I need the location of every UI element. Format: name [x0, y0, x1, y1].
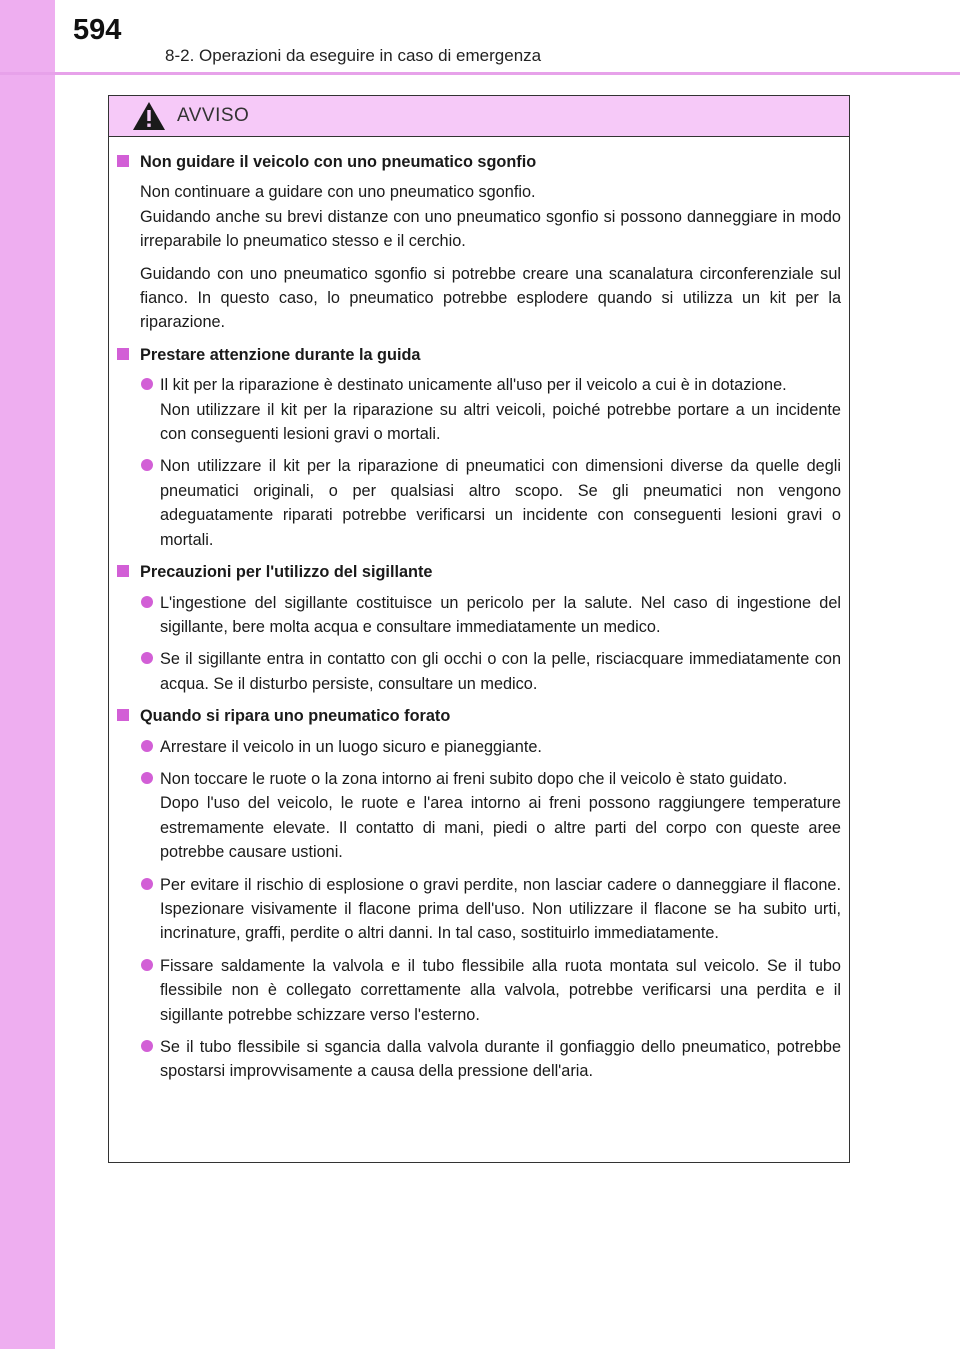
bullet-item [115, 735, 841, 759]
page-number: 594 [73, 14, 122, 46]
paragraph-text: Guidando anche su brevi distanze con uno pneumatico sgonfio si possono danneggiare in modo irreparabile lo pneumatico stesso e il cerchio. [140, 207, 841, 251]
circle-bullet-icon [141, 1040, 153, 1052]
square-bullet-icon [117, 155, 129, 167]
paragraph-text: Guidando con uno pneumatico sgonfio si potrebbe creare una scanalatura circonferenziale sul fianco. In questo caso, lo pneumatico potrebbe esplodere quando si utilizza un kit per la riparazione. [140, 264, 841, 332]
bullet-item [115, 1035, 841, 1084]
paragraph-text: Non continuare a guidare con uno pneumatico sgonfio. [140, 183, 536, 202]
bullet-item [115, 454, 841, 552]
circle-bullet-icon [141, 878, 153, 890]
paragraph [115, 180, 841, 253]
warning-section [115, 343, 841, 552]
square-bullet-icon [117, 565, 129, 577]
section-heading [115, 150, 841, 174]
section-heading-text: Prestare attenzione durante la guida [140, 345, 421, 364]
bullet-item [115, 954, 841, 1027]
warning-title: AVVISO [177, 105, 250, 126]
bullet-text: Non toccare le ruote o la zona intorno ai freni subito dopo che il veicolo è stato guidato. [160, 769, 788, 788]
warning-triangle-icon [131, 100, 167, 132]
circle-bullet-icon [141, 772, 153, 784]
bullet-item [115, 647, 841, 696]
warning-section [115, 560, 841, 696]
bullet-item [115, 591, 841, 640]
section-heading [115, 704, 841, 728]
bullet-text: L'ingestione del sigillante costituisce un pericolo per la salute. Nel caso di ingestione del sigillante, bere molta acqua e consultare immediatamente un medico. [160, 593, 841, 636]
section-heading [115, 560, 841, 584]
section-heading-text: Quando si ripara uno pneumatico forato [140, 707, 451, 726]
bullet-item [115, 373, 841, 446]
warning-section [115, 704, 841, 1084]
page-sidebar [0, 0, 55, 1349]
circle-bullet-icon [141, 596, 153, 608]
bullet-text: Se il tubo flessibile si sgancia dalla valvola durante il gonfiaggio dello pneumatico, potrebbe spostarsi improvvisamente a causa della pressione dell'aria. [160, 1038, 841, 1081]
bullet-text: Se il sigillante entra in contatto con gli occhi o con la pelle, risciacquare immediatamente con acqua. Se il disturbo persiste, consultare un medico. [160, 650, 841, 693]
warning-section [115, 150, 841, 335]
circle-bullet-icon [141, 652, 153, 664]
bullet-text: Arrestare il veicolo in un luogo sicuro e pianeggiante. [160, 737, 542, 756]
bullet-item [115, 873, 841, 946]
paragraph [115, 262, 841, 335]
square-bullet-icon [117, 348, 129, 360]
circle-bullet-icon [141, 959, 153, 971]
page-header [0, 0, 960, 80]
bullet-text: Dopo l'uso del veicolo, le ruote e l'area intorno ai freni possono raggiungere temperature estremamente elevate. Il contatto di mani, piedi o altre parti del corpo con queste aree potrebbe causare ustioni. [160, 794, 841, 862]
section-title: 8-2. Operazioni da eseguire in caso di emergenza [165, 46, 542, 65]
warning-body [109, 136, 849, 1162]
circle-bullet-icon [141, 378, 153, 390]
bullet-text: Il kit per la riparazione è destinato unicamente all'uso per il veicolo a cui è in dotazione. [160, 376, 787, 395]
bullet-item [115, 767, 841, 865]
bullet-text: Non utilizzare il kit per la riparazione di pneumatici con dimensioni diverse da quelle degli pneumatici originali, o per qualsiasi altro scopo. Se gli pneumatici non vengono adeguatamente riparati potrebbe verificarsi un incidente con conseguenti lesioni gravi o mortali. [160, 457, 841, 549]
circle-bullet-icon [141, 740, 153, 752]
warning-box [108, 95, 850, 1163]
section-heading [115, 343, 841, 367]
bullet-text: Per evitare il rischio di esplosione o gravi perdite, non lasciar cadere o danneggiare il flacone. Ispezionare visivamente il flacone prima dell'uso. Non utilizzare il flacone se ha subito urti, incrinature, graffi, perdite o altri danni. In tal caso, sostituirlo immediatamente. [160, 875, 841, 943]
section-heading-text: Precauzioni per l'utilizzo del sigillante [140, 563, 433, 582]
square-bullet-icon [117, 709, 129, 721]
header-divider [0, 72, 960, 75]
bullet-text: Non utilizzare il kit per la riparazione su altri veicoli, poiché potrebbe portare a un incidente con conseguenti lesioni gravi o mortali. [160, 400, 841, 444]
section-heading-text: Non guidare il veicolo con uno pneumatico sgonfio [140, 153, 537, 171]
warning-header [109, 96, 849, 137]
circle-bullet-icon [141, 459, 153, 471]
bullet-text: Fissare saldamente la valvola e il tubo flessibile alla ruota montata sul veicolo. Se il tubo flessibile non è collegato correttamente alla valvola, potrebbe verificarsi una perdita e il sigillante potrebbe schizzare verso l'esterno. [160, 956, 841, 1024]
